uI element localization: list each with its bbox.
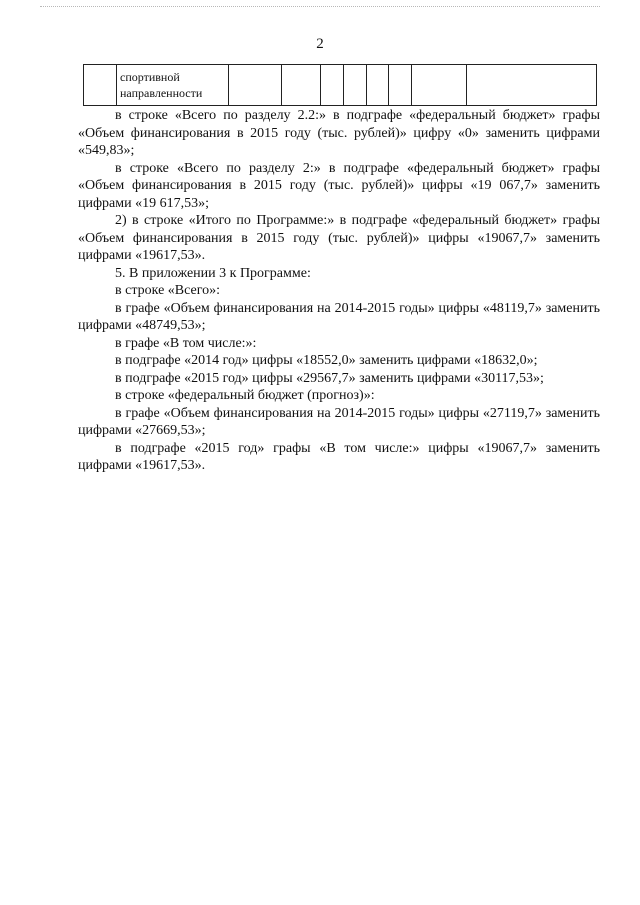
page-number: 2	[316, 36, 324, 52]
table-cell	[412, 65, 467, 106]
paragraph: в строке «Всего»:	[115, 283, 220, 298]
table-cell	[389, 65, 412, 106]
paragraph: 5. В приложении 3 к Программе:	[115, 265, 311, 281]
paragraph: в графе «Объем финансирования на 2014-2015 годы» цифры «27119,7» заменить цифрами «27669,53»;	[78, 405, 600, 438]
paragraph: в графе «В том числе:»:	[115, 335, 257, 351]
table-cell	[344, 65, 367, 106]
table-cell	[367, 65, 389, 106]
table-cell	[229, 65, 282, 106]
scan-artifact-line	[40, 6, 600, 8]
paragraph: в строке «Всего по разделу 2:» в подграфе «федеральный бюджет» графы «Объем финансирования в 2015 году (тыс. рублей)» цифры «19 067,7» заменить цифрами «19 617,53»;	[78, 160, 600, 211]
paragraph: в строке «федеральный бюджет (прогноз)»:	[115, 388, 375, 403]
table-cell	[467, 65, 597, 106]
table-row	[84, 65, 597, 106]
table-label-line: направленности	[120, 86, 203, 100]
document-body	[78, 107, 600, 475]
paragraph: в подграфе «2015 год» цифры «29567,7» заменить цифрами «30117,53»;	[115, 370, 544, 386]
table-fragment	[83, 64, 597, 106]
paragraph: в графе «Объем финансирования на 2014-2015 годы» цифры «48119,7» заменить цифрами «48749,53»;	[78, 300, 600, 333]
table-cell	[84, 65, 117, 106]
paragraph: 2) в строке «Итого по Программе:» в подграфе «федеральный бюджет» графы «Объем финансирования в 2015 году (тыс. рублей)» цифры «19067,7» заменить цифрами «19617,53».	[78, 213, 600, 263]
table-label-line: спортивной	[120, 70, 180, 84]
table-cell	[321, 65, 344, 106]
table-cell-label	[117, 65, 229, 106]
paragraph: в подграфе «2014 год» цифры «18552,0» заменить цифрами «18632,0»;	[115, 353, 538, 368]
paragraph: в строке «Всего по разделу 2.2:» в подграфе «федеральный бюджет» графы «Объем финансирования в 2015 году (тыс. рублей)» цифру «0» заменить цифрами «549,83»;	[78, 108, 600, 158]
paragraph: в подграфе «2015 год» графы «В том числе:» цифры «19067,7» заменить цифрами «19617,53».	[78, 440, 600, 473]
table-cell	[282, 65, 321, 106]
